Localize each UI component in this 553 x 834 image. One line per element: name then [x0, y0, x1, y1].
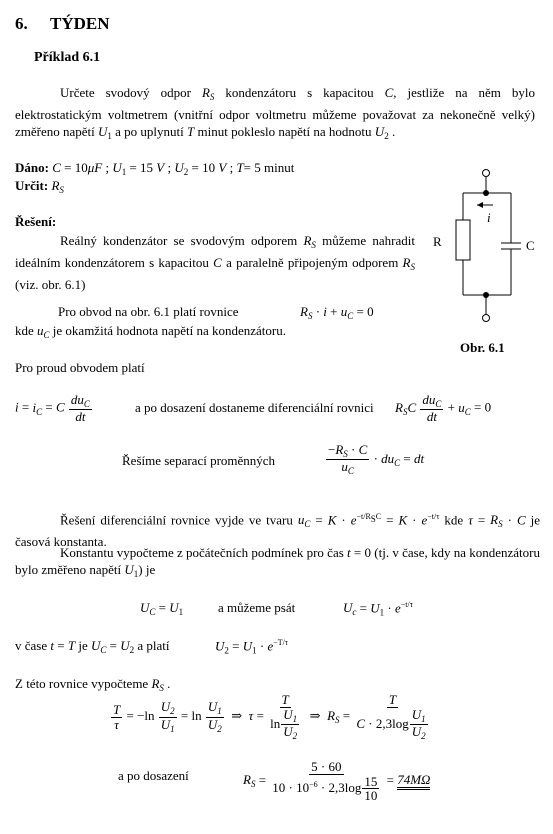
result-equation: $R_S$ = 5 · 60 $10 \cdot 10^{-6} \cdot 2,3\log$ $\frac{15}{10}$ = 74MΩ [243, 759, 431, 804]
solution-paragraph: Reálný kondenzátor se svodovým odporem $R_S$ můžeme nahradit ideálním kondenzátorem s kapacitou C a paralelně připojeným odporem $R_S$ (viz. obr. 6.1) [15, 233, 415, 292]
circuit-eq-intro: Pro obvod na obr. 6.1 platí rovnice [58, 304, 239, 319]
given-label: Dáno: [15, 160, 49, 175]
task-text-1: Určete svodový odpor [60, 85, 191, 100]
example-title: Příklad 6.1 [34, 50, 101, 65]
uc-equation: $U_c = U_1 \cdot e^{-t/\tau}$ [343, 600, 413, 618]
chapter-title: TÝDEN [50, 14, 110, 33]
terminal-top [483, 170, 490, 177]
we-can-write: a můžeme psát [218, 600, 296, 615]
after-subst2: a po dosazení [118, 768, 189, 783]
solution-text-4: (viz. obr. 6.1) [15, 277, 86, 292]
solution-label: Řešení: [15, 214, 57, 229]
circuit-diagram [425, 165, 550, 330]
find-line: Určit: $R_S$ [15, 178, 64, 195]
after-subst-text: a po dosazení dostaneme diferenciální rovnici [135, 400, 374, 415]
label-i: i [487, 210, 491, 225]
resistor-symbol [456, 220, 470, 260]
separation-text: Řešíme separací proměnných [122, 453, 276, 468]
given-line: Dáno: C = 10μF ; $U_1 = 15$ V ; $U_2 = 10$ V ; T= 5 minut [15, 160, 295, 177]
label-c: C [526, 238, 535, 253]
initial-condition: $U_C = U_1$ [140, 600, 184, 617]
terminal-bottom [483, 315, 490, 322]
figure-caption: Obr. 6.1 [460, 340, 505, 355]
solution-text-1: Reálný kondenzátor se svodovým odporem [60, 233, 298, 248]
task-text-5: minut pokleslo napětí na hodnotu [197, 124, 372, 139]
separation-equation: $\frac{-R_S \cdot C}{u_C}$ · $du_C$ = dt [328, 442, 425, 477]
solution-form-paragraph: Řešení diferenciální rovnice vyjde ve tvaru $u_C = K \cdot e^{-t/R_SC} = K \cdot e^{-t/\tau}$ kde $\tau = R_S \cdot C$ je časová konstanta. [15, 512, 540, 550]
task-paragraph: Určete svodový odpor $R_S$ kondenzátoru s kapacitou C, jestliže na něm bylo elektrostatickým voltmetrem (vnitřní odpor voltmetru můžeme považovat za nekonečně velký) změřeno napětí $U_1$ a po uplynutí T minut pokleslo napětí na hodnotu $U_2$ . [15, 85, 535, 141]
chapter-heading [15, 14, 110, 34]
task-text-2: kondenzátoru s kapacitou [225, 85, 374, 100]
solution-text-3: a paralelně připojeným odporem [226, 255, 399, 270]
uc-definition: kde $u_C$ je okamžitá hodnota napětí na kondenzátoru. [15, 323, 286, 340]
at-time-T: v čase t = T je $U_C = U_2$ a platí [15, 638, 170, 655]
diff-equation: $R_SC$ $\frac{du_C}{dt}$ + $u_C = 0$ [395, 392, 492, 425]
circuit-equation: $R_S \cdot i + u_C = 0$ [300, 304, 374, 321]
from-equation: Z této rovnice vypočteme $R_S$ . [15, 676, 171, 693]
solution-text-2: můžeme nahradit ideálním kondenzátorem s kapacitou [15, 233, 415, 270]
current-equation: $i = i_C = C$ $\frac{du_C}{dt}$ [15, 392, 90, 425]
u2-equation: $U_2 = U_1 \cdot e^{-T/\tau}$ [215, 638, 289, 656]
result-value: 74MΩ [397, 772, 430, 790]
task-text-3: , jestliže na něm bylo elektrostatickým voltmetrem (vnitřní odpor voltmetru můžeme považovat za nekonečně velký) změřeno napětí [15, 85, 535, 139]
find-label: Určit: [15, 178, 49, 193]
constant-paragraph: Konstantu vypočteme z počátečních podmínek pro čas t = 0 (tj. v čase, kdy na kondenzátoru bylo změřeno napětí $U_1$) je [15, 545, 541, 579]
current-arrow [477, 202, 483, 208]
task-text-4: a po uplynutí [115, 124, 184, 139]
derivation-chain: $\frac{T}{\tau}$ = −ln $\frac{U_2}{U_1}$ = ln $\frac{U_1}{U_2}$ ⇒ τ = T ln $\frac{U_1}{U_2}$ ⇒ $R_S$ = T C · 2,3log $\frac{U_1}{U_2}$ [113, 692, 426, 742]
chapter-number: 6. [15, 14, 28, 33]
current-intro: Pro proud obvodem platí [15, 360, 145, 375]
label-r: R [433, 234, 442, 249]
